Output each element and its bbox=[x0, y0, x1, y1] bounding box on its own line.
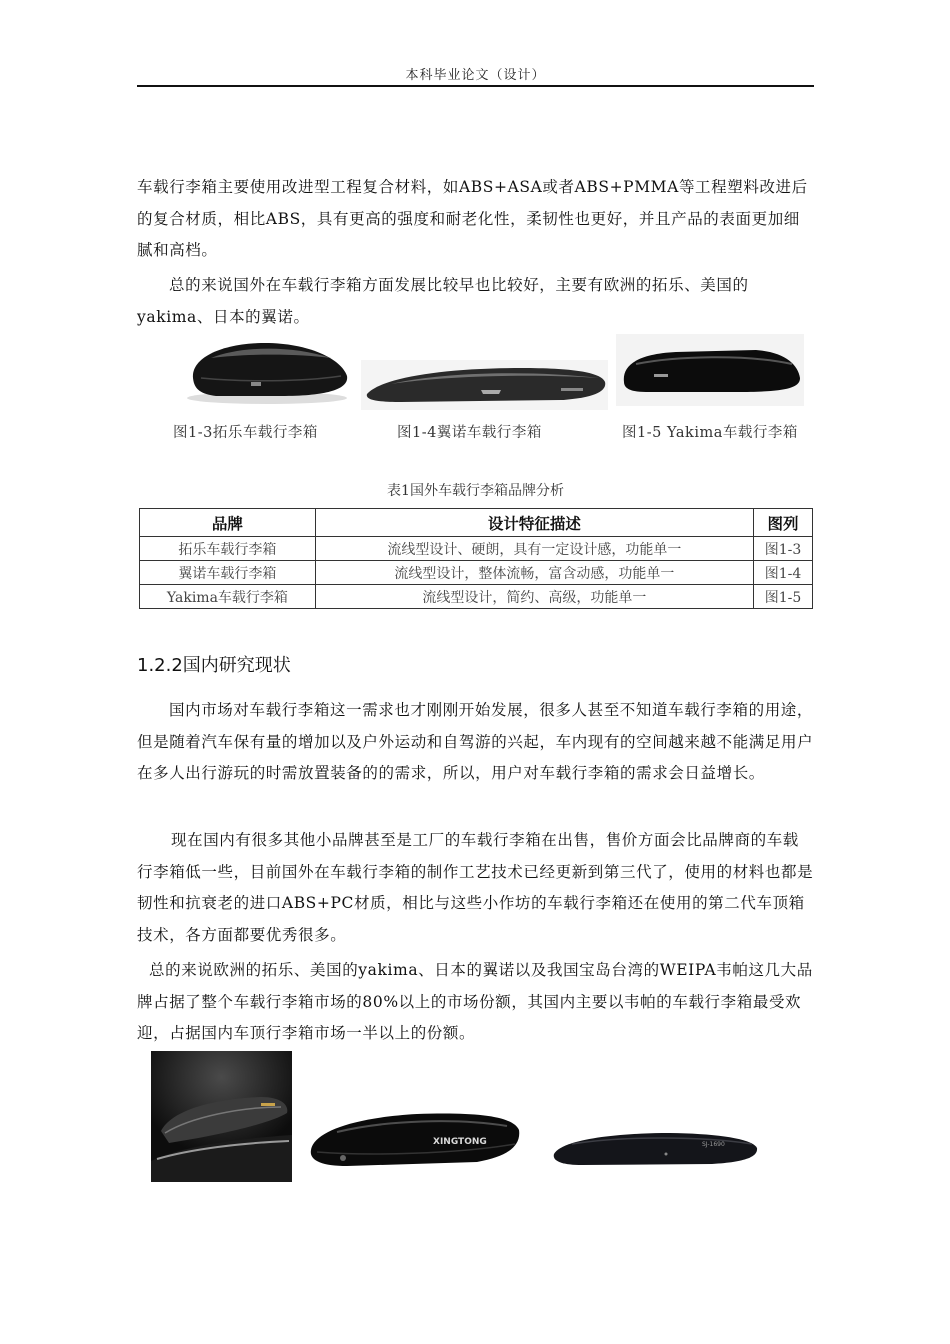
paragraph-domestic-market: 国内市场对车载行李箱这一需求也才刚刚开始发展，很多人甚至不知道车载行李箱的用途，但是随着汽车保有量的增加以及户外运动和自驾游的兴起，车内现有的空间越来越不能满足用户在多人出行游玩的时需放置装备的的需求，所以，用户对车载行李箱的需求会日益增长。 bbox=[137, 701, 814, 782]
table-row bbox=[140, 585, 813, 609]
table-row bbox=[140, 537, 813, 561]
header-brand: 品牌 bbox=[140, 509, 316, 537]
caption-figure-1-5: 图1-5 Yakima车载行李箱 bbox=[622, 425, 798, 441]
section-heading: 1.2.2国内研究现状 bbox=[137, 655, 291, 676]
figure-yakima-cargo-box bbox=[616, 334, 804, 406]
caption-figure-1-3: 图1-3拓乐车载行李箱 bbox=[173, 425, 318, 441]
figure-weipa-car-roof-box bbox=[151, 1051, 292, 1182]
table-title: 表1国外车载行李箱品牌分析 bbox=[387, 483, 564, 499]
paragraph-small-brands: 现在国内有很多其他小品牌甚至是工厂的车载行李箱在出售，售价方面会比品牌商的车载行李箱低一些，目前国外在车载行李箱的制作工艺技术已经更新到第三代了，使用的材料也都是韧性和抗衰老的进口ABS+PC材质，相比与这些小作坊的车载行李箱还在使用的第二代车顶箱技术，各方面都要优秀很多。 bbox=[137, 831, 814, 944]
cell-figure: 图1-3 bbox=[754, 537, 813, 561]
table-row bbox=[140, 561, 813, 585]
cell-description: 流线型设计、硬朗，具有一定设计感，功能单一 bbox=[315, 537, 753, 561]
caption-figure-1-4: 图1-4翼诺车载行李箱 bbox=[397, 425, 542, 441]
figure-inno-cargo-box bbox=[361, 360, 608, 410]
cell-brand: 拓乐车载行李箱 bbox=[140, 537, 316, 561]
cell-description: 流线型设计，简约、高级，功能单一 bbox=[315, 585, 753, 609]
header-rule bbox=[137, 85, 814, 87]
cell-figure: 图1-4 bbox=[754, 561, 813, 585]
small-box-logo: SJ-1690 bbox=[702, 1141, 725, 1148]
cell-brand: Yakima车载行李箱 bbox=[140, 585, 316, 609]
page-header: 本科毕业论文（设计） bbox=[405, 68, 546, 83]
paragraph-materials: 车载行李箱主要使用改进型工程复合材料，如ABS+ASA或者ABS+PMMA等工程塑料改进后的复合材质，相比ABS，具有更高的强度和耐老化性，柔韧性也更好，并且产品的表面更加细腻和高档。 bbox=[137, 178, 808, 259]
cell-figure: 图1-5 bbox=[754, 585, 813, 609]
table-header-row bbox=[140, 509, 813, 537]
xingtong-logo: XINGTONG bbox=[433, 1137, 487, 1147]
header-figure: 图列 bbox=[754, 509, 813, 537]
paragraph-foreign-brands: 总的来说国外在车载行李箱方面发展比较早也比较好，主要有欧洲的拓乐、美国的yakima、日本的翼诺。 bbox=[137, 276, 749, 326]
cell-description: 流线型设计，整体流畅，富含动感，功能单一 bbox=[315, 561, 753, 585]
figure-compact-cargo-box bbox=[552, 1130, 759, 1170]
header-design-description: 设计特征描述 bbox=[315, 509, 753, 537]
cell-brand: 翼诺车载行李箱 bbox=[140, 561, 316, 585]
figure-thule-cargo-box bbox=[181, 336, 353, 406]
figure-xingtong-cargo-box bbox=[307, 1108, 522, 1174]
brand-analysis-table bbox=[139, 508, 813, 609]
paragraph-market-share: 总的来说欧洲的拓乐、美国的yakima、日本的翼诺以及我国宝岛台湾的WEIPA韦帕这几大品牌占据了整个车载行李箱市场的80%以上的市场份额，其国内主要以韦帕的车载行李箱最受欢迎，占据国内车顶行李箱市场一半以上的份额。 bbox=[137, 961, 813, 1042]
